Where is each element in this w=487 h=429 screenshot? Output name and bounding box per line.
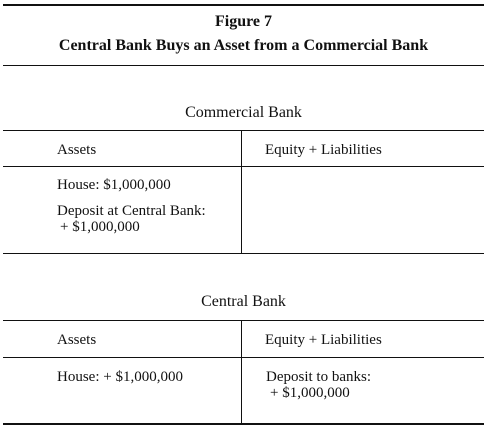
central-bank-divider — [241, 320, 242, 424]
commercial-bank-top-rule — [3, 130, 484, 131]
commercial-bank-bottom-rule — [3, 253, 484, 254]
central-bank-liability-deposit: Deposit to banks: — [266, 369, 371, 385]
bottom-rule — [3, 423, 484, 425]
figure-title: Central Bank Buys an Asset from a Commercial Bank — [58, 37, 429, 54]
central-bank-header-rule — [3, 357, 484, 358]
top-rule — [3, 4, 484, 6]
commercial-bank-header-rule — [3, 166, 484, 167]
commercial-bank-asset-house: House: $1,000,000 — [57, 177, 171, 193]
commercial-bank-title: Commercial Bank — [185, 104, 302, 121]
central-bank-title: Central Bank — [201, 293, 286, 310]
central-bank-asset-house: House: + $1,000,000 — [57, 369, 183, 385]
commercial-bank-asset-deposit-amount: + $1,000,000 — [60, 219, 140, 235]
figure-label: Figure 7 — [214, 13, 273, 30]
commercial-bank-assets-header: Assets — [57, 142, 97, 158]
commercial-bank-liabilities-header: Equity + Liabilities — [265, 142, 382, 158]
central-bank-liabilities-header: Equity + Liabilities — [265, 332, 382, 348]
central-bank-liability-deposit-amount: + $1,000,000 — [270, 385, 350, 401]
central-bank-top-rule — [3, 320, 484, 321]
central-bank-assets-header: Assets — [57, 332, 97, 348]
commercial-bank-divider — [241, 130, 242, 254]
commercial-bank-asset-deposit: Deposit at Central Bank: — [57, 203, 206, 219]
header-rule — [3, 65, 484, 66]
